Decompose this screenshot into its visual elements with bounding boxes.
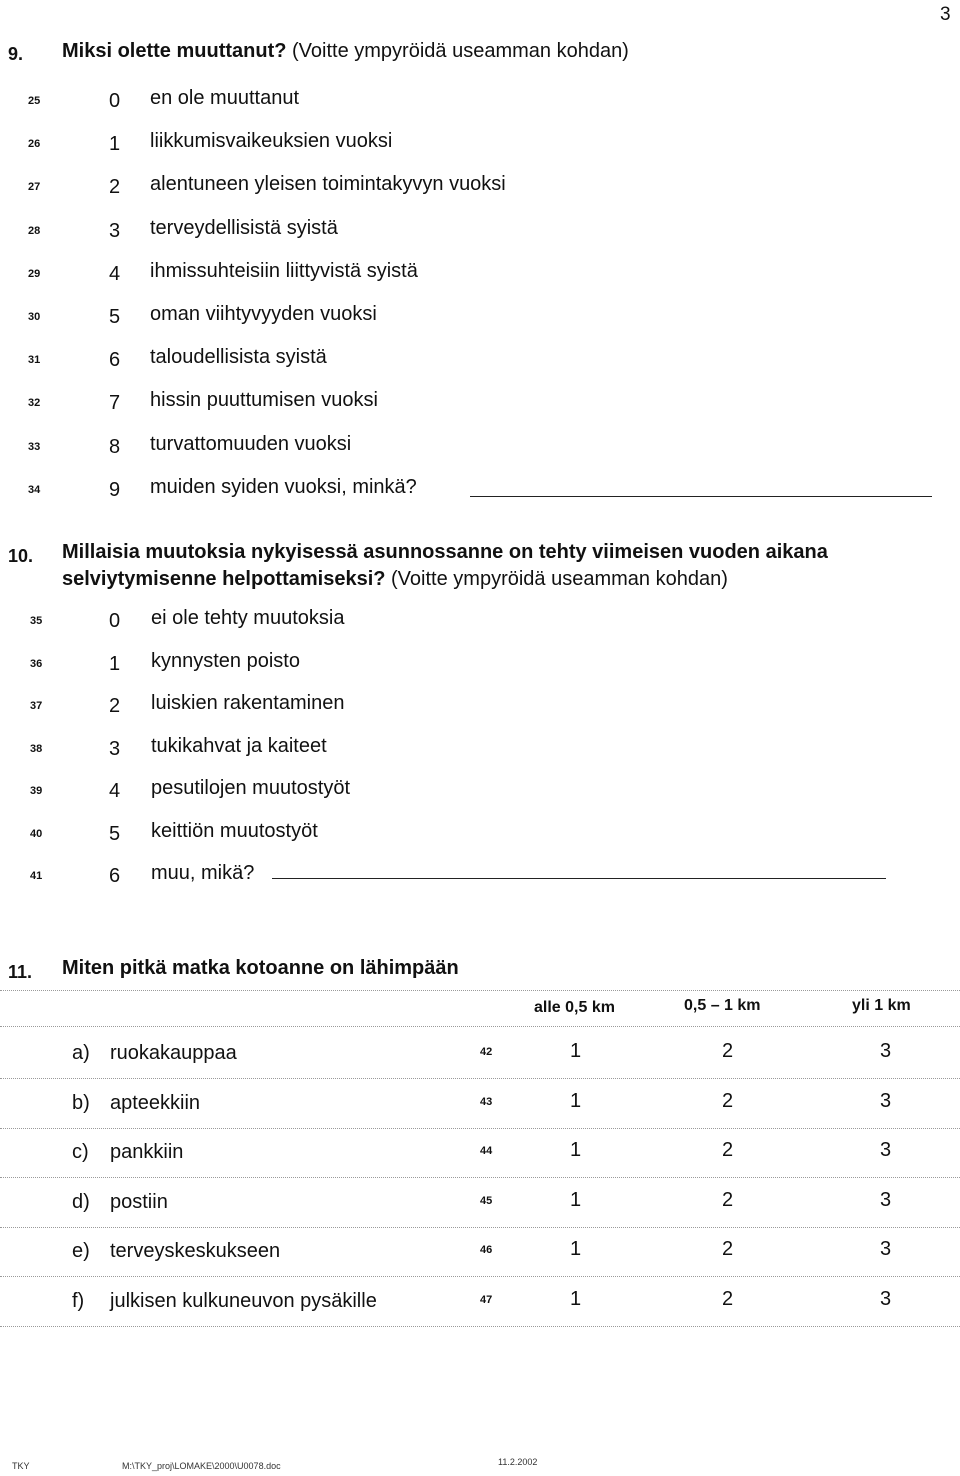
answer-code[interactable]: 1 xyxy=(570,1089,582,1112)
q9-number: 9. xyxy=(8,44,24,64)
option-code[interactable]: 1 xyxy=(109,133,121,156)
variable-number: 33 xyxy=(28,440,41,453)
answer-code[interactable]: 3 xyxy=(880,1040,892,1062)
row-letter: e) xyxy=(72,1240,90,1262)
option-label: liikkumisvaikeuksien vuoksi xyxy=(150,130,393,153)
column-header-under-half-km: alle 0,5 km xyxy=(534,999,615,1016)
answer-code[interactable]: 2 xyxy=(722,1238,734,1260)
row-separator xyxy=(0,1276,960,1277)
table-rule xyxy=(0,1026,960,1027)
variable-number: 30 xyxy=(28,311,41,323)
answer-code[interactable]: 3 xyxy=(880,1287,892,1310)
footer-path: M:\TKY_proj\LOMAKE\2000\U0078.doc xyxy=(122,1461,281,1471)
option-label: pesutilojen muutostyöt xyxy=(151,777,351,799)
option-code[interactable]: 0 xyxy=(109,610,121,632)
variable-number: 44 xyxy=(480,1145,493,1157)
option-label: en ole muuttanut xyxy=(150,87,299,109)
q9-title-bold: Miksi olette muuttanut? xyxy=(62,40,287,62)
option-label: turvattomuuden vuoksi xyxy=(150,432,352,455)
option-code[interactable]: 4 xyxy=(109,262,121,285)
answer-code[interactable]: 1 xyxy=(570,1188,582,1211)
answer-code[interactable]: 3 xyxy=(880,1188,892,1211)
answer-code[interactable]: 1 xyxy=(570,1139,582,1161)
variable-number: 36 xyxy=(30,657,43,670)
option-label: tukikahvat ja kaiteet xyxy=(151,734,327,757)
variable-number: 27 xyxy=(28,181,41,194)
option-code[interactable]: 3 xyxy=(109,737,121,760)
answer-code[interactable]: 2 xyxy=(722,1040,734,1062)
variable-number: 37 xyxy=(30,700,43,712)
q10-title-bold: selviytymisenne helpottamiseksi? xyxy=(62,568,386,590)
row-letter: a) xyxy=(72,1042,90,1064)
row-letter: c) xyxy=(72,1141,89,1163)
q11-number: 11. xyxy=(8,962,33,982)
option-code[interactable]: 9 xyxy=(109,478,121,501)
option-code[interactable]: 8 xyxy=(109,435,121,458)
footer-date: 11.2.2002 xyxy=(498,1457,538,1467)
option-code[interactable]: 5 xyxy=(109,822,121,845)
option-label: alentuneen yleisen toimintakyvyn vuoksi xyxy=(150,173,506,196)
q10-title-line2 xyxy=(62,568,728,591)
answer-code[interactable]: 2 xyxy=(722,1188,734,1211)
q9-other-answer-line[interactable] xyxy=(470,496,932,497)
footer-org: TKY xyxy=(12,1461,30,1471)
row-separator xyxy=(0,1177,960,1178)
variable-number: 42 xyxy=(480,1046,493,1058)
option-label: oman viihtyvyyden vuoksi xyxy=(150,303,377,325)
option-label: muu, mikä? xyxy=(151,862,255,884)
variable-number: 38 xyxy=(30,742,43,755)
q9-title-rest: (Voitte ympyröidä useamman kohdan) xyxy=(286,40,629,62)
variable-number: 45 xyxy=(480,1194,493,1207)
answer-code[interactable]: 3 xyxy=(880,1238,892,1260)
option-label: muiden syiden vuoksi, minkä? xyxy=(150,475,417,498)
variable-number: 28 xyxy=(28,224,41,237)
variable-number: 25 xyxy=(28,95,41,107)
q10-other-answer-line[interactable] xyxy=(272,878,886,879)
option-label: ihmissuhteisiin liittyvistä syistä xyxy=(150,259,418,282)
option-label: terveydellisistä syistä xyxy=(150,216,338,239)
answer-code[interactable]: 1 xyxy=(570,1040,582,1062)
row-label: ruokakauppaa xyxy=(110,1042,237,1064)
q10-number: 10. xyxy=(8,546,34,566)
option-code[interactable]: 0 xyxy=(109,90,121,112)
answer-code[interactable]: 2 xyxy=(722,1089,734,1112)
q9-title xyxy=(62,40,629,63)
q10-title-rest: (Voitte ympyröidä useamman kohdan) xyxy=(385,568,728,590)
row-separator xyxy=(0,1078,960,1079)
variable-number: 31 xyxy=(28,354,41,367)
option-label: luiskien rakentaminen xyxy=(151,692,345,714)
variable-number: 41 xyxy=(30,870,43,882)
variable-number: 35 xyxy=(30,615,43,627)
row-label: postiin xyxy=(110,1190,168,1213)
row-label: pankkiin xyxy=(110,1141,184,1163)
variable-number: 26 xyxy=(28,138,41,151)
table-rule xyxy=(0,990,960,991)
option-label: ei ole tehty muutoksia xyxy=(151,607,345,629)
row-letter: b) xyxy=(72,1091,90,1114)
variable-number: 34 xyxy=(28,483,41,496)
row-separator xyxy=(0,1227,960,1228)
row-letter: f) xyxy=(72,1289,85,1312)
option-label: keittiön muutostyöt xyxy=(151,819,318,842)
q11-title: Miten pitkä matka kotoanne on lähimpään xyxy=(62,957,459,979)
option-code[interactable]: 5 xyxy=(109,306,121,328)
option-label: taloudellisista syistä xyxy=(150,346,327,369)
answer-code[interactable]: 2 xyxy=(722,1139,734,1161)
row-separator xyxy=(0,1326,960,1327)
option-code[interactable]: 6 xyxy=(109,865,121,887)
q10-title-line1: Millaisia muutoksia nykyisessä asunnossanne on tehty viimeisen vuoden aikana xyxy=(62,541,828,563)
option-code[interactable]: 6 xyxy=(109,349,121,372)
variable-number: 46 xyxy=(480,1244,493,1256)
column-header-half-to-one-km: 0,5 – 1 km xyxy=(684,997,761,1014)
answer-code[interactable]: 3 xyxy=(880,1139,892,1161)
row-separator xyxy=(0,1128,960,1129)
answer-code[interactable]: 2 xyxy=(722,1287,734,1310)
variable-number: 39 xyxy=(30,785,43,797)
option-code[interactable]: 2 xyxy=(109,695,121,717)
page-number: 3 xyxy=(940,4,951,25)
option-label: hissin puuttumisen vuoksi xyxy=(150,389,378,412)
row-label: apteekkiin xyxy=(110,1091,201,1114)
row-label: terveyskeskukseen xyxy=(110,1240,281,1262)
option-code[interactable]: 2 xyxy=(109,176,121,199)
variable-number: 29 xyxy=(28,267,41,280)
answer-code[interactable]: 1 xyxy=(570,1238,582,1260)
option-code[interactable]: 3 xyxy=(109,219,121,242)
variable-number: 43 xyxy=(480,1095,493,1108)
variable-number: 47 xyxy=(480,1293,493,1306)
row-letter: d) xyxy=(72,1190,90,1213)
answer-code[interactable]: 1 xyxy=(570,1287,582,1310)
column-header-over-one-km: yli 1 km xyxy=(852,997,911,1014)
option-label: kynnysten poisto xyxy=(151,649,300,672)
row-label: julkisen kulkuneuvon pysäkille xyxy=(110,1289,377,1312)
variable-number: 40 xyxy=(30,827,43,840)
option-code[interactable]: 7 xyxy=(109,392,121,415)
answer-code[interactable]: 3 xyxy=(880,1089,892,1112)
option-code[interactable]: 1 xyxy=(109,652,121,675)
option-code[interactable]: 4 xyxy=(109,780,121,802)
variable-number: 32 xyxy=(28,397,41,410)
